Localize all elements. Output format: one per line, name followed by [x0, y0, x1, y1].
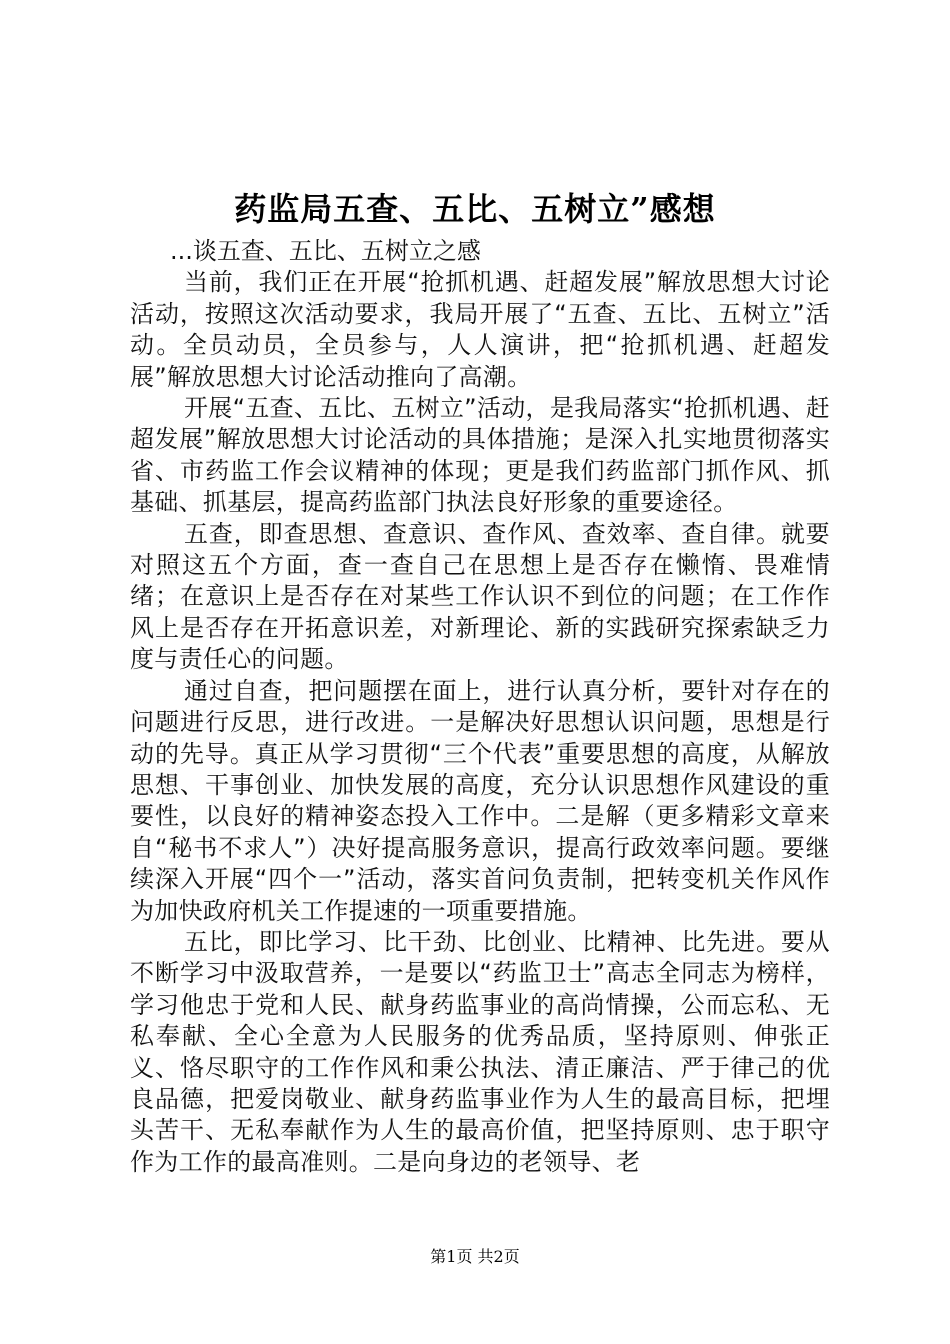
document-title: 药监局五查、五比、五树立”感想 — [234, 190, 716, 228]
paragraph: 五查，即查思想、查意识、查作风、查效率、查自律。就要对照这五个方面，查一查自己在思想上是否存在懒惰、畏难情绪；在意识上是否存在对某些工作认识不到位的问题；在工作作风上是否存在开拓意识差，对新理论、新的实践研究探索缺乏力度与责任心的问题。 — [130, 519, 830, 674]
paragraph: 开展“五查、五比、五树立”活动，是我局落实“抢抓机遇、赶超发展”解放思想大讨论活动的具体措施；是深入扎实地贯彻落实省、市药监工作会议精神的体现；更是我们药监部门抓作风、抓基础、抓基层，提高药监部门执法良好形象的重要途径。 — [130, 394, 830, 517]
paragraph: 当前，我们正在开展“抢抓机遇、赶超发展”解放思想大讨论活动，按照这次活动要求，我局开展了“五查、五比、五树立”活动。全员动员，全员参与，人人演讲，把“抢抓机遇、赶超发展”解放思想大讨论活动推向了高潮。 — [130, 268, 830, 391]
paragraph: 五比，即比学习、比干劲、比创业、比精神、比先进。要从不断学习中汲取营养，一是要以“药监卫士”高志全同志为榜样，学习他忠于党和人民、献身药监事业的高尚情操，公而忘私、无私奉献、全心全意为人民服务的优秀品质，坚持原则、伸张正义、恪尽职守的工作作风和秉公执法、清正廉洁、严于律己的优良品德，把爱岗敬业、献身药监事业作为人生的最高目标，把埋头苦干、无私奉献作为人生的最高价值，把坚持原则、忠于职守作为工作的最高准则。二是向身边的老领导、老 — [130, 927, 830, 1176]
document-subtitle: ...谈五查、五比、五树立之感 — [170, 237, 481, 265]
paragraph: 通过自查，把问题摆在面上，进行认真分析，要针对存在的问题进行反思，进行改进。一是解决好思想认识问题，思想是行动的先导。真正从学习贯彻“三个代表”重要思想的高度，从解放思想、干事创业、加快发展的高度，充分认识思想作风建设的重要性，以良好的精神姿态投入工作中。二是解（更多精彩文章来自“秘书不求人”）决好提高服务意识，提高行政效率问题。要继续深入开展“四个一”活动，落实首问负责制，把转变机关作风作为加快政府机关工作提速的一项重要措施。 — [130, 676, 830, 925]
page-footer: 第1页 共2页 — [430, 1247, 520, 1266]
document-body — [130, 236, 830, 1178]
